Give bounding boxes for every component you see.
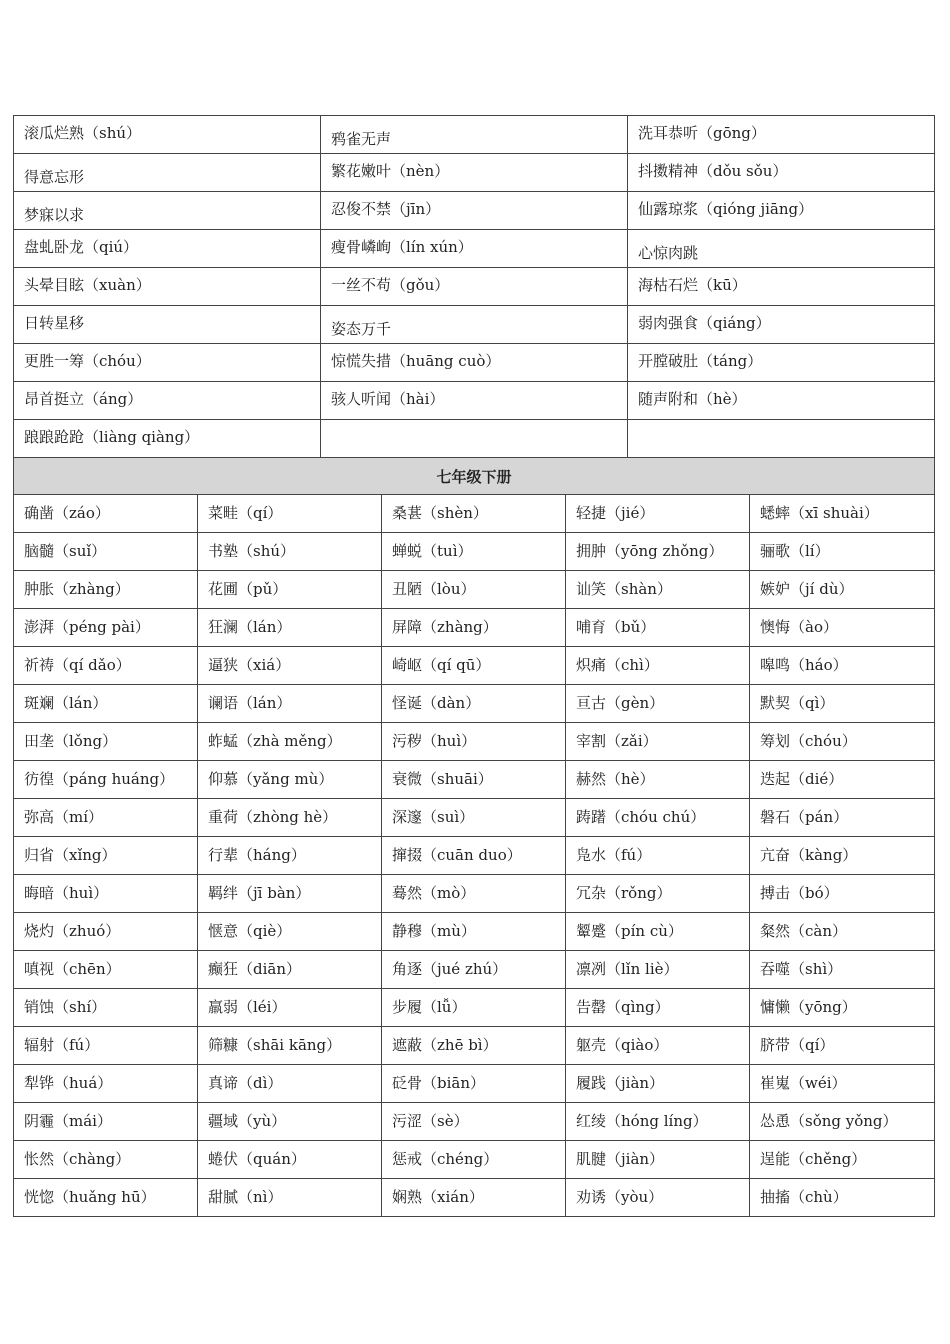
vocab-cell — [14, 685, 198, 723]
vocab-cell — [566, 723, 750, 761]
vocab-cell — [321, 344, 628, 382]
vocab-cell — [321, 154, 628, 192]
vocab-cell — [382, 495, 566, 533]
vocab-entry: 行辈（háng） — [208, 846, 306, 864]
vocab-cell — [198, 1027, 382, 1065]
vocab-cell — [566, 951, 750, 989]
vocab-entry: 履践（jiàn） — [576, 1074, 665, 1092]
vocab-cell — [382, 685, 566, 723]
vocab-entry: 书塾（shú） — [208, 542, 296, 560]
vocab-cell — [14, 192, 321, 230]
vocab-entry: 惊慌失措（huāng cuò） — [331, 352, 501, 370]
vocab-entry: 确凿（záo） — [24, 504, 110, 522]
table-row — [14, 192, 935, 230]
vocab-entry: 屏障（zhàng） — [392, 618, 498, 636]
vocab-cell — [14, 875, 198, 913]
vocab-cell — [566, 761, 750, 799]
vocab-entry: 踌躇（chóu chú） — [576, 808, 706, 826]
vocab-entry: 轻捷（jié） — [576, 504, 655, 522]
vocab-cell — [382, 875, 566, 913]
vocab-entry: 拥肿（yōng zhǒng） — [576, 542, 724, 560]
vocab-entry: 梦寐以求 — [24, 206, 85, 224]
vocab-cell — [566, 1065, 750, 1103]
vocab-entry: 逞能（chěng） — [760, 1150, 867, 1168]
vocab-cell — [382, 1141, 566, 1179]
vocab-entry: 惬意（qiè） — [208, 922, 292, 940]
vocab-entry: 宰割（zǎi） — [576, 732, 658, 750]
vocab-cell — [382, 723, 566, 761]
vocab-cell — [628, 192, 935, 230]
vocab-cell — [750, 1065, 935, 1103]
vocab-entry: 心惊肉跳 — [638, 244, 699, 262]
table-row — [14, 571, 935, 609]
vocab-cell — [198, 609, 382, 647]
vocab-cell — [14, 609, 198, 647]
vocab-entry: 疆域（yù） — [208, 1112, 287, 1130]
vocab-entry: 辐射（fú） — [24, 1036, 100, 1054]
vocab-cell — [566, 571, 750, 609]
vocab-entry: 羸弱（léi） — [208, 998, 287, 1016]
vocab-cell — [382, 913, 566, 951]
vocab-entry: 瘦骨嶙峋（lín xún） — [331, 238, 473, 256]
vocab-entry: 遮蔽（zhē bì） — [392, 1036, 498, 1054]
vocab-cell — [14, 230, 321, 268]
vocab-cell — [382, 951, 566, 989]
vocab-entry: 肿胀（zhàng） — [24, 580, 130, 598]
table-row — [14, 306, 935, 344]
vocab-entry: 凫水（fú） — [576, 846, 652, 864]
vocab-entry: 肌腱（jiàn） — [576, 1150, 665, 1168]
vocab-entry: 销蚀（shí） — [24, 998, 107, 1016]
vocab-entry: 骊歌（lí） — [760, 542, 830, 560]
vocab-entry: 谰语（lán） — [208, 694, 292, 712]
vocab-cell — [750, 1141, 935, 1179]
table-row — [14, 951, 935, 989]
vocab-entry: 慵懒（yōng） — [760, 998, 857, 1016]
vocab-cell — [198, 495, 382, 533]
vocab-entry — [331, 420, 617, 426]
vocab-entry: 深邃（suì） — [392, 808, 475, 826]
vocab-cell — [566, 837, 750, 875]
vocab-cell — [382, 761, 566, 799]
vocab-entry: 凛冽（lǐn liè） — [576, 960, 679, 978]
vocab-entry: 颦蹙（pín cù） — [576, 922, 683, 940]
vocab-entry: 澎湃（péng pài） — [24, 618, 150, 636]
vocab-entry: 蟋蟀（xī shuài） — [760, 504, 879, 522]
vocab-entry: 弱肉强食（qiáng） — [638, 314, 771, 332]
vocab-cell — [321, 192, 628, 230]
vocab-cell — [198, 571, 382, 609]
vocab-cell — [750, 875, 935, 913]
vocab-entry: 冗杂（rǒng） — [576, 884, 672, 902]
vocab-entry: 桑葚（shèn） — [392, 504, 488, 522]
table-row — [14, 1027, 935, 1065]
vocab-cell — [628, 344, 935, 382]
vocab-entry: 崔嵬（wéi） — [760, 1074, 847, 1092]
vocab-entry: 祈祷（qí dǎo） — [24, 656, 131, 674]
vocab-cell — [14, 268, 321, 306]
vocab-cell — [198, 1179, 382, 1217]
vocab-cell — [14, 495, 198, 533]
vocab-entry: 劝诱（yòu） — [576, 1188, 664, 1206]
vocab-entry: 滚瓜烂熟（shú） — [24, 124, 142, 142]
vocab-cell — [321, 382, 628, 420]
vocab-cell — [382, 1179, 566, 1217]
vocab-cell — [566, 685, 750, 723]
vocab-entry: 晦暗（huì） — [24, 884, 109, 902]
vocab-cell — [382, 1065, 566, 1103]
vocab-cell — [750, 1103, 935, 1141]
vocab-entry: 斑斓（lán） — [24, 694, 108, 712]
vocab-entry: 真谛（dì） — [208, 1074, 283, 1092]
vocab-cell — [14, 116, 321, 154]
vocab-entry: 蜷伏（quán） — [208, 1150, 306, 1168]
vocab-cell — [382, 989, 566, 1027]
vocab-entry: 逼狭（xiá） — [208, 656, 291, 674]
vocab-cell — [198, 723, 382, 761]
vocab-entry: 一丝不苟（gǒu） — [331, 276, 450, 294]
vocab-cell — [321, 116, 628, 154]
vocab-entry: 蓦然（mò） — [392, 884, 476, 902]
table-row — [14, 268, 935, 306]
vocab-entry: 筹划（chóu） — [760, 732, 857, 750]
vocab-cell — [198, 875, 382, 913]
vocab-cell — [566, 495, 750, 533]
vocab-entry: 炽痛（chì） — [576, 656, 659, 674]
vocab-cell — [14, 837, 198, 875]
vocab-cell — [14, 761, 198, 799]
table-row — [14, 837, 935, 875]
vocab-entry: 惩戒（chéng） — [392, 1150, 499, 1168]
section-header-row — [14, 458, 935, 495]
vocab-cell — [750, 913, 935, 951]
vocab-cell — [198, 685, 382, 723]
vocab-entry: 吞噬（shì） — [760, 960, 843, 978]
vocab-cell — [14, 306, 321, 344]
vocab-cell — [382, 837, 566, 875]
vocab-entry: 怪诞（dàn） — [392, 694, 481, 712]
vocab-cell — [566, 799, 750, 837]
vocab-cell — [566, 875, 750, 913]
vocab-entry: 仙露琼浆（qióng jiāng） — [638, 200, 814, 218]
vocab-cell — [14, 989, 198, 1027]
table-row — [14, 799, 935, 837]
vocab-cell — [14, 1103, 198, 1141]
vocab-entry: 角逐（jué zhú） — [392, 960, 508, 978]
vocab-cell — [198, 913, 382, 951]
vocab-cell — [198, 1141, 382, 1179]
vocab-entry: 迭起（dié） — [760, 770, 844, 788]
vocab-entry: 甜腻（nì） — [208, 1188, 283, 1206]
vocab-entry: 更胜一筹（chóu） — [24, 352, 151, 370]
vocab-entry: 重荷（zhòng hè） — [208, 808, 338, 826]
vocab-entry: 躯壳（qiào） — [576, 1036, 669, 1054]
vocab-cell — [382, 1027, 566, 1065]
vocab-cell — [750, 571, 935, 609]
vocab-entry: 昂首挺立（áng） — [24, 390, 143, 408]
vocab-entry: 崎岖（qí qū） — [392, 656, 491, 674]
section-title: 七年级下册 — [14, 458, 935, 495]
vocab-cell — [198, 799, 382, 837]
vocab-entry: 哺育（bǔ） — [576, 618, 656, 636]
vocab-entry: 步履（lǚ） — [392, 998, 467, 1016]
vocab-entry: 随声附和（hè） — [638, 390, 747, 408]
vocab-entry: 讪笑（shàn） — [576, 580, 672, 598]
vocab-entry: 怂恿（sǒng yǒng） — [760, 1112, 898, 1130]
table-row — [14, 1103, 935, 1141]
vocab-entry: 搏击（bó） — [760, 884, 839, 902]
vocab-entry: 撺掇（cuān duo） — [392, 846, 522, 864]
vocab-cell — [382, 533, 566, 571]
vocab-entry: 洗耳恭听（gōng） — [638, 124, 766, 142]
vocab-cell — [750, 723, 935, 761]
lower-vocabulary-table — [13, 457, 935, 1217]
vocab-entry: 静穆（mù） — [392, 922, 476, 940]
vocab-entry: 骇人听闻（hài） — [331, 390, 445, 408]
vocab-cell — [321, 306, 628, 344]
table-row — [14, 1065, 935, 1103]
vocab-cell — [566, 533, 750, 571]
vocab-entry: 羁绊（jī bàn） — [208, 884, 311, 902]
vocab-cell — [628, 116, 935, 154]
vocab-entry: 筛糠（shāi kāng） — [208, 1036, 342, 1054]
vocab-cell — [14, 951, 198, 989]
vocab-cell — [14, 1141, 198, 1179]
vocab-entry: 得意忘形 — [24, 168, 85, 186]
vocab-entry: 磐石（pán） — [760, 808, 849, 826]
vocab-cell — [750, 989, 935, 1027]
vocab-entry: 砭骨（biān） — [392, 1074, 486, 1092]
vocab-cell — [566, 1141, 750, 1179]
vocab-entry: 污涩（sè） — [392, 1112, 469, 1130]
vocab-entry: 蝉蜕（tuì） — [392, 542, 473, 560]
table-row — [14, 1179, 935, 1217]
vocab-entry: 粲然（càn） — [760, 922, 848, 940]
vocab-entry: 花圃（pǔ） — [208, 580, 288, 598]
vocab-cell — [382, 609, 566, 647]
vocab-cell — [14, 1027, 198, 1065]
vocab-cell — [566, 647, 750, 685]
table-row — [14, 344, 935, 382]
vocab-cell — [14, 799, 198, 837]
vocab-cell — [14, 1179, 198, 1217]
vocab-cell — [14, 154, 321, 192]
table-row — [14, 685, 935, 723]
vocab-cell — [14, 382, 321, 420]
table-row — [14, 647, 935, 685]
vocab-entry: 红绫（hóng líng） — [576, 1112, 708, 1130]
vocab-entry: 衰微（shuāi） — [392, 770, 493, 788]
vocab-entry: 嗥鸣（háo） — [760, 656, 848, 674]
vocab-entry: 姿态万千 — [331, 320, 392, 338]
table-row — [14, 495, 935, 533]
vocab-cell — [14, 913, 198, 951]
table-row — [14, 913, 935, 951]
vocab-cell — [198, 1103, 382, 1141]
table-row — [14, 609, 935, 647]
table-row — [14, 1141, 935, 1179]
vocab-cell — [750, 685, 935, 723]
vocab-entry: 头晕目眩（xuàn） — [24, 276, 151, 294]
vocab-entry: 开膛破肚（táng） — [638, 352, 763, 370]
vocab-entry: 仰慕（yǎng mù） — [208, 770, 334, 788]
table-row — [14, 989, 935, 1027]
vocab-cell — [566, 1027, 750, 1065]
vocab-entry: 忍俊不禁（jīn） — [331, 200, 441, 218]
vocab-entry: 默契（qì） — [760, 694, 835, 712]
vocab-entry — [638, 420, 924, 426]
vocab-cell — [628, 230, 935, 268]
vocab-cell — [566, 989, 750, 1027]
vocab-cell — [382, 647, 566, 685]
vocab-cell — [321, 420, 628, 458]
vocab-cell — [14, 723, 198, 761]
vocab-cell — [198, 837, 382, 875]
vocab-cell — [382, 571, 566, 609]
vocab-entry: 亢奋（kàng） — [760, 846, 858, 864]
vocab-entry: 海枯石烂（kū） — [638, 276, 747, 294]
upper-vocabulary-table — [13, 115, 935, 458]
table-row — [14, 382, 935, 420]
vocab-entry: 脐带（qí） — [760, 1036, 835, 1054]
vocab-cell — [382, 799, 566, 837]
vocab-entry: 田垄（lǒng） — [24, 732, 118, 750]
vocab-cell — [628, 268, 935, 306]
vocab-entry: 嗔视（chēn） — [24, 960, 121, 978]
vocab-entry: 赫然（hè） — [576, 770, 655, 788]
vocab-entry: 怅然（chàng） — [24, 1150, 131, 1168]
vocab-cell — [628, 306, 935, 344]
vocab-cell — [750, 799, 935, 837]
vocab-cell — [566, 609, 750, 647]
vocab-cell — [566, 1179, 750, 1217]
table-row — [14, 723, 935, 761]
vocab-cell — [198, 951, 382, 989]
vocab-entry: 归省（xǐng） — [24, 846, 117, 864]
vocab-cell — [750, 837, 935, 875]
vocab-cell — [321, 268, 628, 306]
vocab-entry: 阴霾（mái） — [24, 1112, 112, 1130]
vocab-entry: 狂澜（lán） — [208, 618, 292, 636]
vocab-cell — [628, 154, 935, 192]
vocab-entry: 日转星移 — [24, 314, 85, 332]
vocab-cell — [750, 533, 935, 571]
table-row — [14, 154, 935, 192]
vocab-entry: 繁花嫩叶（nèn） — [331, 162, 450, 180]
vocab-entry: 丑陋（lòu） — [392, 580, 476, 598]
vocab-cell — [750, 495, 935, 533]
vocab-entry: 污秽（huì） — [392, 732, 477, 750]
vocab-cell — [198, 989, 382, 1027]
vocab-entry: 蚱蜢（zhà měng） — [208, 732, 342, 750]
vocab-cell — [14, 533, 198, 571]
vocab-cell — [628, 382, 935, 420]
vocab-cell — [382, 1103, 566, 1141]
vocab-cell — [750, 647, 935, 685]
table-row — [14, 875, 935, 913]
table-row — [14, 230, 935, 268]
vocab-cell — [14, 647, 198, 685]
vocab-cell — [750, 609, 935, 647]
vocab-entry: 鸦雀无声 — [331, 130, 392, 148]
table-row — [14, 420, 935, 458]
vocab-entry: 懊悔（ào） — [760, 618, 838, 636]
vocab-entry: 恍惚（huǎng hū） — [24, 1188, 156, 1206]
table-row — [14, 761, 935, 799]
vocab-cell — [628, 420, 935, 458]
vocab-cell — [198, 647, 382, 685]
vocab-entry: 彷徨（páng huáng） — [24, 770, 175, 788]
table-row — [14, 116, 935, 154]
vocab-entry: 嫉妒（jí dù） — [760, 580, 854, 598]
vocab-cell — [14, 1065, 198, 1103]
vocab-entry: 娴熟（xián） — [392, 1188, 484, 1206]
vocab-entry: 抽搐（chù） — [760, 1188, 848, 1206]
vocab-cell — [198, 1065, 382, 1103]
vocab-cell — [321, 230, 628, 268]
vocab-cell — [14, 571, 198, 609]
vocab-entry: 盘虬卧龙（qiú） — [24, 238, 139, 256]
table-row — [14, 533, 935, 571]
vocabulary-sheet — [13, 115, 934, 1217]
vocab-cell — [198, 533, 382, 571]
vocab-cell — [750, 1179, 935, 1217]
vocab-entry: 踉踉跄跄（liàng qiàng） — [24, 428, 200, 446]
vocab-cell — [566, 913, 750, 951]
vocab-entry: 菜畦（qí） — [208, 504, 283, 522]
vocab-cell — [198, 761, 382, 799]
vocab-entry: 抖擞精神（dǒu sǒu） — [638, 162, 788, 180]
vocab-entry: 犁铧（huá） — [24, 1074, 113, 1092]
vocab-cell — [750, 761, 935, 799]
vocab-entry: 脑髓（suǐ） — [24, 542, 107, 560]
vocab-cell — [14, 420, 321, 458]
vocab-entry: 告罄（qìng） — [576, 998, 670, 1016]
vocab-cell — [14, 344, 321, 382]
vocab-cell — [566, 1103, 750, 1141]
vocab-cell — [750, 1027, 935, 1065]
vocab-entry: 烧灼（zhuó） — [24, 922, 121, 940]
vocab-entry: 弥高（mí） — [24, 808, 104, 826]
vocab-entry: 癫狂（diān） — [208, 960, 302, 978]
vocab-cell — [750, 951, 935, 989]
vocab-entry: 亘古（gèn） — [576, 694, 665, 712]
